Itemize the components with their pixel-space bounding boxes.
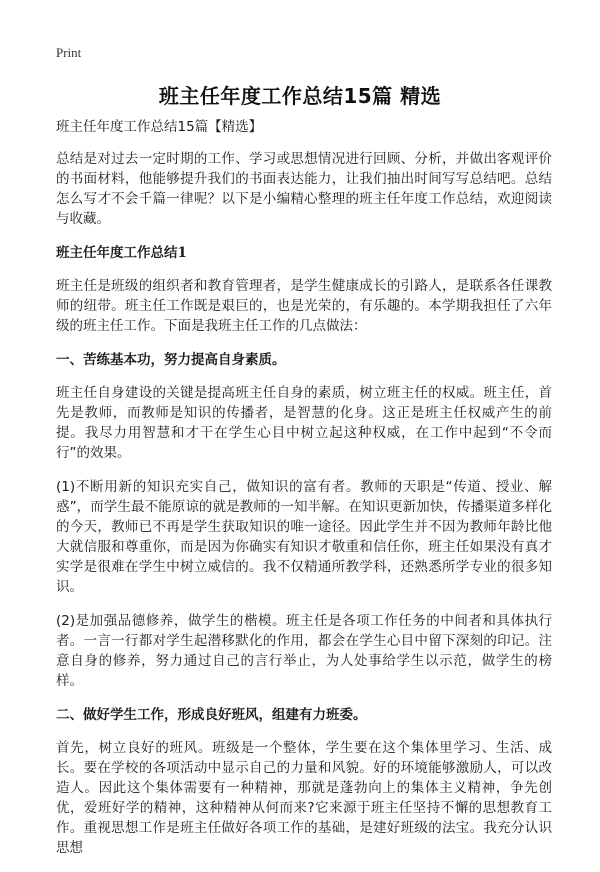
article-subtitle: 班主任年度工作总结15篇【精选】	[56, 119, 263, 135]
paragraph: (2)是加强品德修养，做学生的楷模。班主任是各项工作任务的中间者和具体执行者。一言一行都对学生起潜移默化的作用，都会在学生心目中留下深刻的印记。注意自身的修养，努力通过自己的言行举止，为人处事给学生以示范，做学生的榜样。	[56, 613, 552, 689]
section-heading: 班主任年度工作总结1	[56, 245, 187, 261]
paragraph: 班主任是班级的组织者和教育管理者，是学生健康成长的引路人，是联系各任课教师的纽带。班主任工作既是艰巨的，也是光荣的，有乐趣的。本学期我担任了六年级的班主任工作。下面是我班主任工作的几点做法：	[56, 278, 552, 334]
paragraph: (1)不断用新的知识充实自己，做知识的富有者。教师的天职是“传道、授业、解惑”，而学生最不能原谅的就是教师的一知半解。在知识更新加快，传播渠道多样化的今天，教师已不再是学生获取知识的唯一途径。因此学生并不因为教师年龄比他大就信服和尊重你，而是因为你确实有知识才敬重和信任你，班主任如果没有真才实学是很难在学生中树立威信的。我不仅精通所教学科，还熟悉所学专业的很多知识。	[56, 479, 552, 595]
article-body	[56, 117, 552, 872]
print-link[interactable]: Print	[56, 45, 82, 60]
intro-paragraph: 总结是对过去一定时期的工作、学习或思想情况进行回顾、分析，并做出客观评价的书面材料，他能够提升我们的书面表达能力，让我们抽出时间写写总结吧。总结怎么写才不会千篇一律呢？以下是小编精心整理的班主任年度工作总结，欢迎阅读与收藏。	[56, 151, 552, 227]
paragraph: 首先，树立良好的班风。班级是一个整体，学生要在这个集体里学习、生活、成长。要在学校的各项活动中显示自己的力量和风貌。好的环境能够激励人，可以改造人。因此这个集体需要有一种精神，那就是蓬勃向上的集体主义精神，争先创优，爱班好学的精神，这种精神从何而来?它来源于班主任坚持不懈的思想教育工作。重视思想工作是班主任做好各项工作的基础，是建好班级的法宝。我充分认识思想	[56, 740, 552, 856]
page-title: 班主任年度工作总结15篇 精选	[158, 84, 442, 108]
paragraph: 班主任自身建设的关键是提高班主任自身的素质，树立班主任的权威。班主任，首先是教师，而教师是知识的传播者，是智慧的化身。这正是班主任权威产生的前提。我尽力用智慧和才干在学生心目中树立起这种权威，在工作中起到“不令而行”的效果。	[56, 385, 552, 461]
point-heading: 一、苦练基本功，努力提高自身素质。	[56, 352, 286, 368]
point-heading: 二、做好学生工作，形成良好班风，组建有力班委。	[56, 707, 367, 723]
